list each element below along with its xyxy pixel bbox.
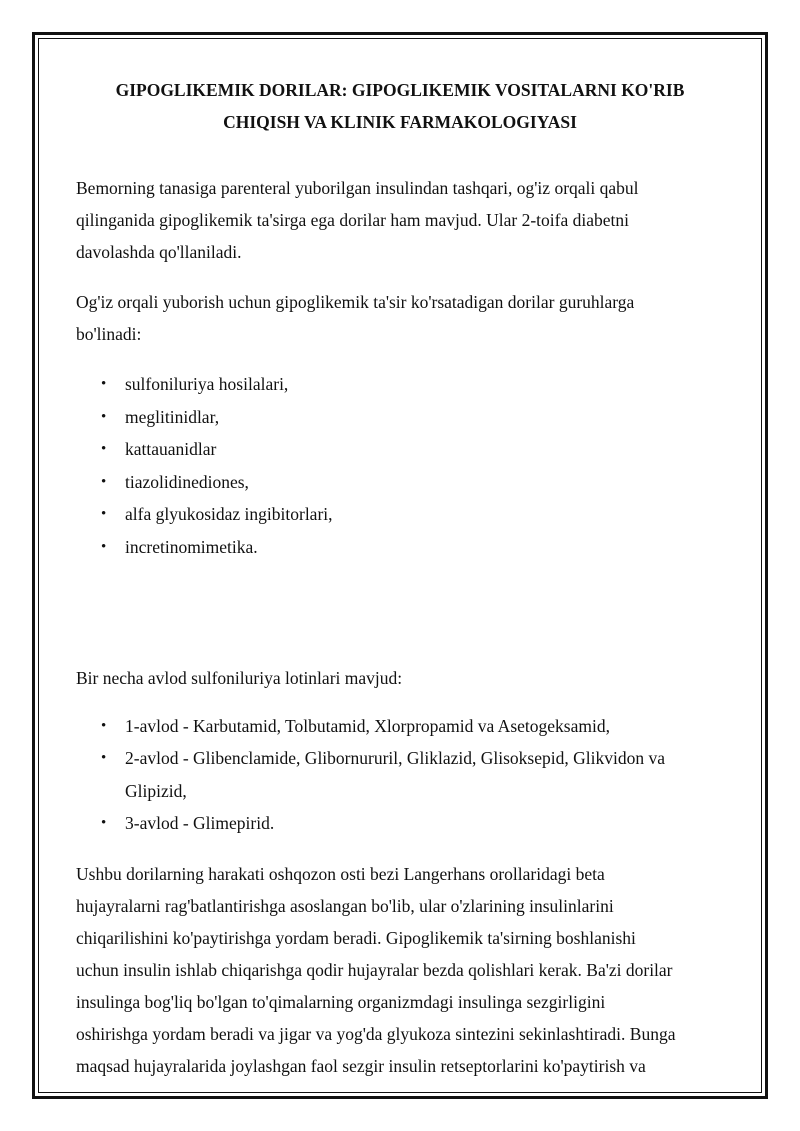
bullet-icon: • xyxy=(101,717,107,734)
paragraph-groups-intro-line-1: Og'iz orqali yuborish uchun gipoglikemik ta'sir ko'rsatadigan dorilar guruhlarga xyxy=(76,292,635,312)
document-title xyxy=(76,72,724,138)
paragraph-intro-line-2: qilinganida gipoglikemik ta'sirga ega dorilar ham mavjud. Ular 2-toifa diabetni xyxy=(76,210,629,230)
paragraph-mechanism-line-1: Ushbu dorilarning harakati oshqozon osti bezi Langerhans orollaridagi beta xyxy=(76,863,605,884)
list-item xyxy=(76,466,724,499)
bullet-icon: • xyxy=(101,473,107,490)
title-line-2: CHIQISH VA KLINIK FARMAKOLOGIYASI xyxy=(223,112,577,132)
paragraph-mechanism xyxy=(76,858,724,1082)
list-item xyxy=(76,710,724,743)
title-line-1: GIPOGLIKEMIK DORILAR: GIPOGLIKEMIK VOSITALARNI KO'RIB xyxy=(115,80,685,100)
generations-list xyxy=(76,710,724,840)
list-item xyxy=(76,368,724,401)
bullet-icon: • xyxy=(101,408,107,425)
paragraph-groups-intro-line-2: bo'linadi: xyxy=(76,324,142,344)
paragraph-mechanism-line-7: maqsad hujayralarida joylashgan faol sezgir insulin retseptorlarini ko'paytirish va xyxy=(76,1055,646,1076)
bullet-icon: • xyxy=(101,506,107,523)
list-item-text: alfa glyukosidaz ingibitorlari, xyxy=(125,504,333,525)
bullet-icon: • xyxy=(101,815,107,832)
paragraph-intro xyxy=(76,172,724,268)
bullet-icon: • xyxy=(101,376,107,392)
list-item-text: 3-avlod - Glimepirid. xyxy=(125,813,275,834)
paragraph-generations-intro: Bir necha avlod sulfoniluriya lotinlari mavjud: xyxy=(76,667,403,688)
list-item xyxy=(76,531,724,564)
list-item xyxy=(76,401,724,434)
drug-groups-list xyxy=(76,368,724,564)
list-item-text: 1-avlod - Karbutamid, Tolbutamid, Xlorpropamid va Asetogeksamid, xyxy=(125,715,610,736)
paragraph-mechanism-line-2: hujayralarni rag'batlantirishga asoslangan bo'lib, ular o'zlarining insulinlarini xyxy=(76,895,614,916)
bullet-icon: • xyxy=(101,538,107,555)
list-item-text: incretinomimetika. xyxy=(125,536,258,557)
list-item-text: 2-avlod - Glibenclamide, Glibornururil, Gliklazid, Glisoksepid, Glikvidon va xyxy=(125,748,665,769)
paragraph-intro-line-3: davolashda qo'llaniladi. xyxy=(76,242,242,262)
list-item xyxy=(76,433,724,466)
document-body xyxy=(76,72,724,1082)
list-item-text-continued: Glipizid, xyxy=(125,780,187,801)
bullet-icon: • xyxy=(101,750,107,767)
paragraph-mechanism-line-3: chiqarilishini ko'paytirishga yordam beradi. Gipoglikemik ta'sirning boshlanishi xyxy=(76,927,636,948)
list-item-text: meglitinidlar, xyxy=(125,406,220,427)
paragraph-mechanism-line-6: oshirishga yordam beradi va jigar va yog'da glyukoza sintezini sekinlashtiradi. Bunga xyxy=(76,1023,676,1044)
paragraph-mechanism-line-4: uchun insulin ishlab chiqarishga qodir hujayralar bezda qolishlari kerak. Ba'zi dorilar xyxy=(76,959,673,980)
list-item xyxy=(76,807,724,840)
list-item xyxy=(76,742,724,807)
bullet-icon: • xyxy=(101,441,107,458)
list-item-text: sulfoniluriya hosilalari, xyxy=(125,374,289,394)
paragraph-groups-intro xyxy=(76,286,724,350)
list-item-text: kattauanidlar xyxy=(125,439,217,460)
paragraph-intro-line-1: Bemorning tanasiga parenteral yuborilgan insulindan tashqari, og'iz orqali qabul xyxy=(76,178,639,198)
list-item-text: tiazolidinediones, xyxy=(125,471,249,492)
paragraph-mechanism-line-5: insulinga bog'liq bo'lgan to'qimalarning organizmdagi insulinga sezgirligini xyxy=(76,991,606,1012)
list-item xyxy=(76,498,724,531)
